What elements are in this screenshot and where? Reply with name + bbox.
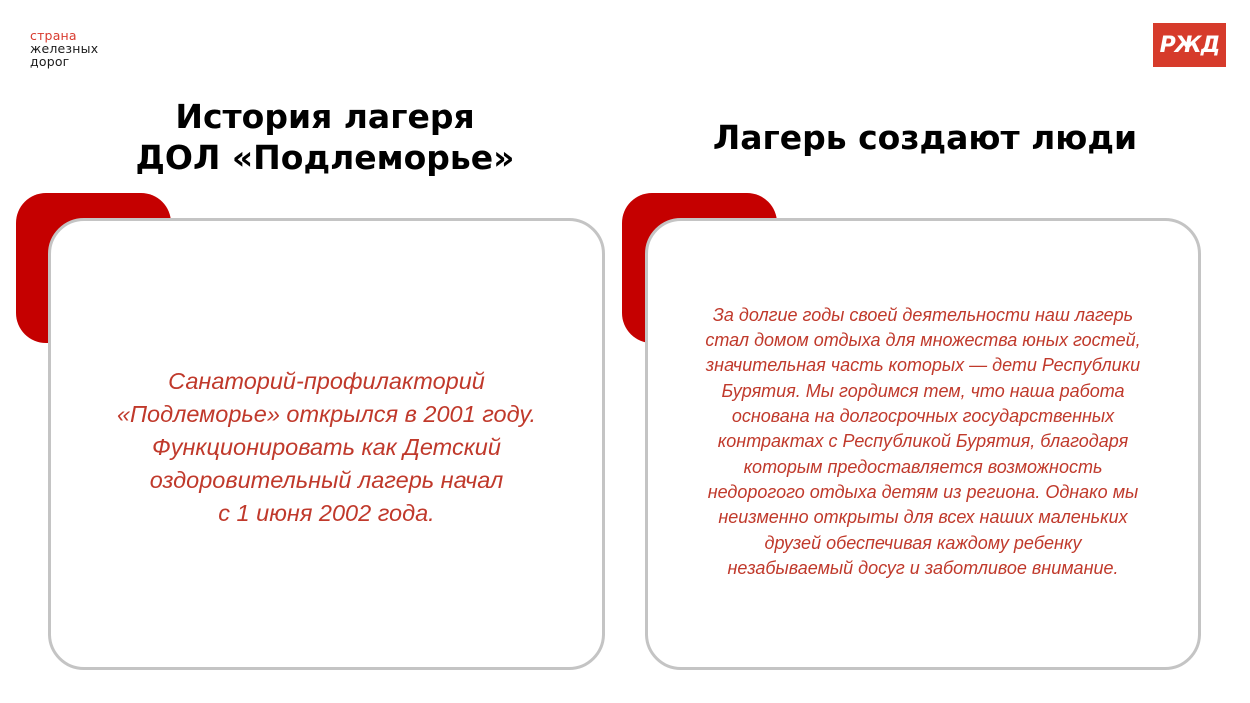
rzd-logo <box>1153 23 1226 67</box>
text-line: друзей обеспечивая каждому ребенку <box>764 532 1082 553</box>
text-line: Бурятия. Мы гордимся тем, что наша работа <box>721 380 1125 401</box>
text-line: значительная часть которых — дети Республики <box>705 355 1141 376</box>
text-line: Санаторий-профилакторий <box>168 368 485 394</box>
history-title-line: История лагеря <box>175 97 475 136</box>
history-text <box>67 358 587 530</box>
text-line: с 1 июня 2002 года. <box>218 500 435 526</box>
brand-logo-line: страна <box>30 28 77 43</box>
text-line: «Подлеморье» открылся в 2001 году. <box>116 401 537 427</box>
text-line: незабываемый досуг и заботливое внимание. <box>727 557 1119 578</box>
text-line: Функционировать как Детский <box>152 434 501 460</box>
people-card <box>645 218 1201 670</box>
brand-logo <box>30 29 98 68</box>
people-title: Лагерь создают люди <box>712 118 1138 157</box>
rzd-logo-text: РЖД <box>1159 32 1220 58</box>
text-line: неизменно открыты для всех наших маленьких <box>718 507 1128 528</box>
text-line: недорогого отдыха детям из региона. Однако мы <box>707 481 1139 502</box>
brand-logo-line: железных <box>30 41 99 56</box>
history-card <box>48 218 605 670</box>
history-title-line: ДОЛ «Подлеморье» <box>135 138 515 177</box>
text-line: которым предоставляется возможность <box>743 456 1103 477</box>
text-line: За долгие годы своей деятельности наш лагерь <box>712 304 1134 325</box>
text-line: оздоровительный лагерь начал <box>149 467 504 493</box>
history-title <box>60 96 590 178</box>
people-text <box>663 303 1183 581</box>
text-line: стал домом отдыха для множества юных гостей, <box>705 330 1141 351</box>
text-line: основана на долгосрочных государственных <box>731 406 1115 427</box>
brand-logo-line: дорог <box>30 54 70 69</box>
text-line: контрактах с Республикой Бурятия, благодаря <box>717 431 1129 452</box>
